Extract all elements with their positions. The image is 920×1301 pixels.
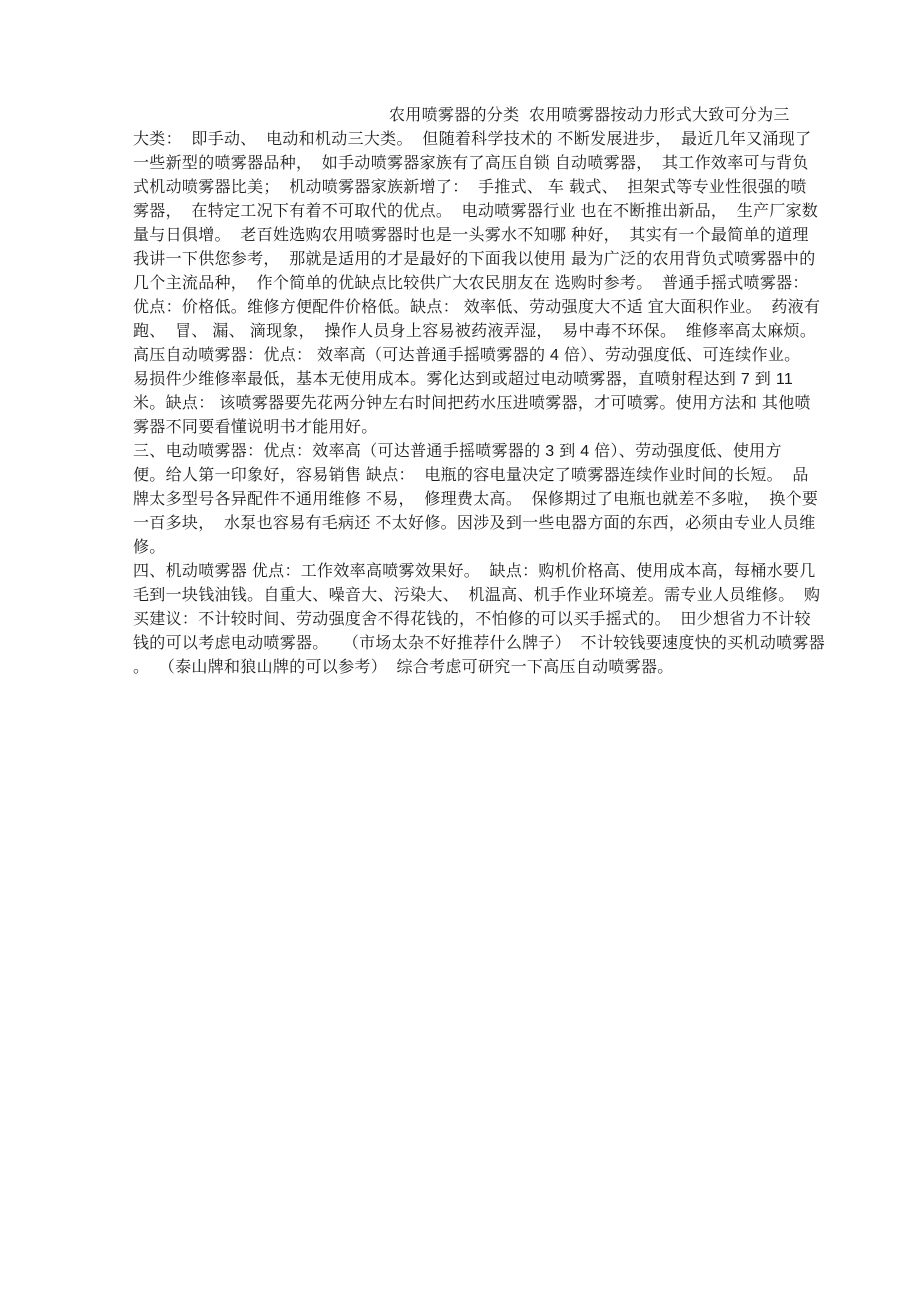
text-line: 四、机动喷雾器 优点：工作效率高喷雾效果好。 缺点：购机价格高、使用成本高，每桶水要几 xyxy=(133,563,816,580)
title-line: 农用喷雾器的分类 农用喷雾器按动力形式大致可分为三 xyxy=(389,107,790,124)
text-line: 易损件少维修率最低，基本无使用成本。雾化达到或超过电动喷雾器，直喷射程达到 7 到 11 xyxy=(133,371,794,388)
text-line: 牌太多型号各异配件不通用维修 不易， 修理费太高。 保修期过了电瓶也就差不多啦， 换个要 xyxy=(133,491,819,508)
text-line: 式机动喷雾器比美； 机动喷雾器家族新增了： 手推式、 车 载式、 担架式等专业性很强的喷 xyxy=(133,179,807,196)
text-line: 钱的可以考虑电动喷雾器。 （市场太杂不好推荐什么牌子） 不计较钱要速度快的买机动喷雾器 xyxy=(133,635,826,652)
text-line: 雾器， 在特定工况下有着不可取代的优点。 电动喷雾器行业 也在不断推出新品， 生产厂家数 xyxy=(133,203,819,220)
text-line: 。 （泰山牌和狼山牌的可以参考） 综合考虑可研究一下高压自动喷雾器。 xyxy=(133,659,674,676)
text-line: 一百多块， 水泵也容易有毛病还 不太好修。因涉及到一些电器方面的东西，必须由专业人员维 xyxy=(133,515,816,532)
text-line: 米。缺点： 该喷雾器要先花两分钟左右时间把药水压进喷雾器，才可喷雾。使用方法和 其他喷 xyxy=(133,395,811,412)
text-line: 三、电动喷雾器：优点：效率高（可达普通手摇喷雾器的 3 到 4 倍）、劳动强度低、使用方 xyxy=(133,443,782,460)
text-line: 大类： 即手动、 电动和机动三大类。 但随着科学技术的 不断发展进步， 最近几年又涌现了 xyxy=(133,131,812,148)
text-line: 雾器不同要看懂说明书才能用好。 xyxy=(133,419,378,436)
text-line: 毛到一块钱油钱。自重大、噪音大、污染大、 机温高、机手作业环境差。需专业人员维修。 购 xyxy=(133,587,821,604)
text-line: 几个主流品种， 作个简单的优缺点比较供广大农民朋友在 选购时参考。 普通手摇式喷雾器： xyxy=(133,275,809,292)
text-line: 高压自动喷雾器：优点： 效率高（可达普通手摇喷雾器的 4 倍）、劳动强度低、可连续作业。 xyxy=(133,347,801,364)
text-line: 我讲一下供您参考， 那就是适用的才是最好的下面我以使用 最为广泛的农用背负式喷雾器中的 xyxy=(133,251,816,268)
text-line: 一些新型的喷雾器品种， 如手动喷雾器家族有了高压自锁 自动喷雾器， 其工作效率可与背负 xyxy=(133,155,809,172)
text-line: 跑、 冒、 漏、 滴现象， 操作人员身上容易被药液弄湿， 易中毒不环保。 维修率高太麻烦。 xyxy=(133,323,817,340)
text-line: 便。给人第一印象好，容易销售 缺点： 电瓶的容电量决定了喷雾器连续作业时间的长短。 品 xyxy=(133,467,809,484)
text-line: 优点：价格低。维修方便配件价格低。缺点： 效率低、劳动强度大不适 宜大面积作业。 药液有 xyxy=(133,299,821,316)
text-line: 买建议：不计较时间、劳动强度舍不得花钱的，不怕修的可以买手摇式的。 田少想省力不计较 xyxy=(133,611,811,628)
text-line: 修。 xyxy=(133,539,166,556)
document-body-text xyxy=(133,104,826,680)
text-line: 量与日俱增。 老百姓选购农用喷雾器时也是一头雾水不知哪 种好， 其实有一个最简单的道理 xyxy=(133,227,809,244)
